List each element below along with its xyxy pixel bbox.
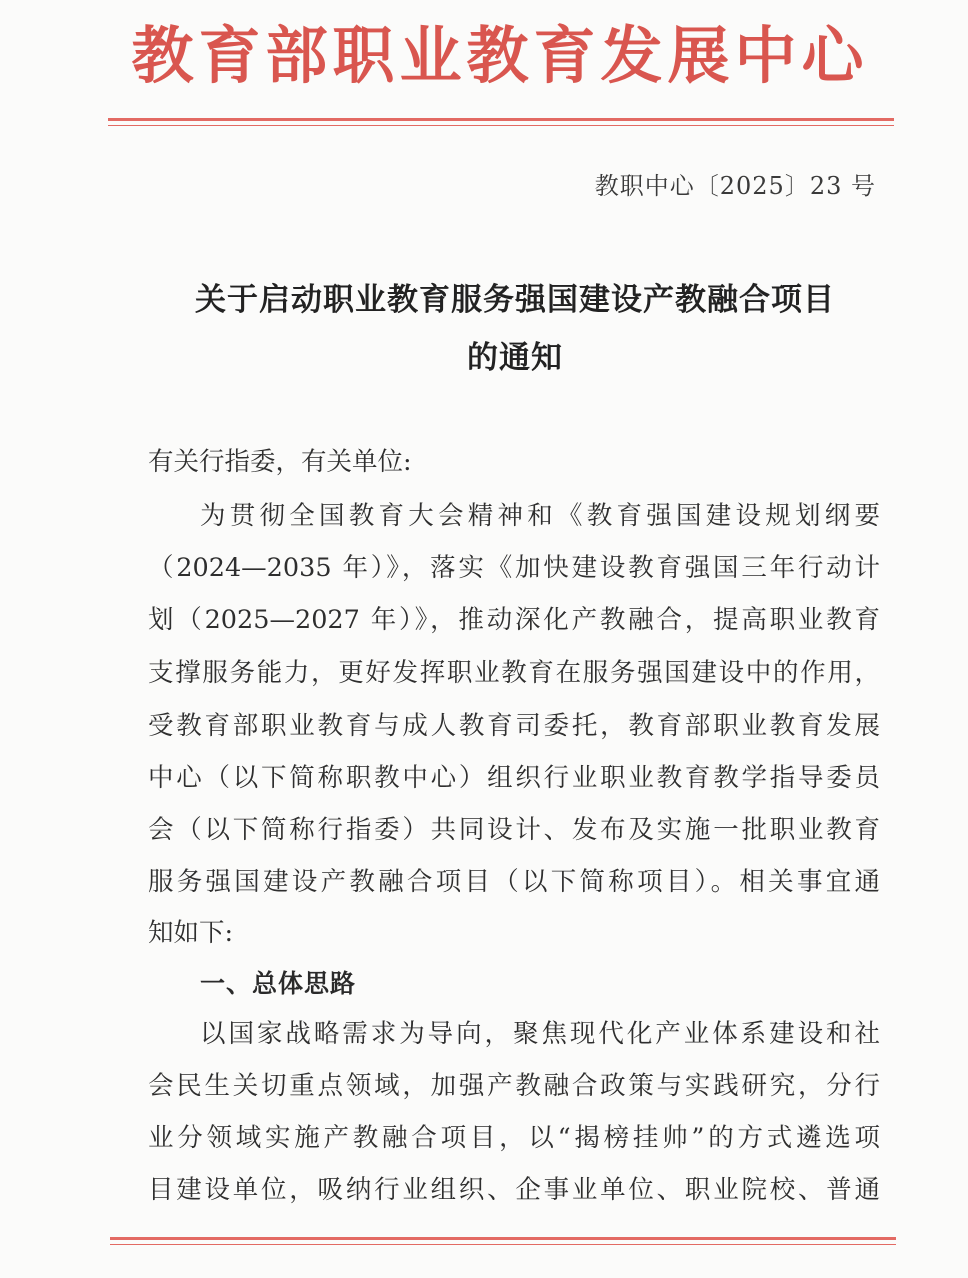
paragraph-line: 会（以下简称行指委）共同设计、发布及实施一批职业教育 [148, 815, 880, 845]
paragraph-line: 服务强国建设产教融合项目（以下简称项目）。相关事宜通 [148, 867, 880, 897]
footer-rule-thin [110, 1244, 896, 1245]
paragraph-line: 以国家战略需求为导向，聚焦现代化产业体系建设和社 [200, 1019, 880, 1049]
paragraph-line: （2024—2035 年）》，落实《加快建设教育强国三年行动计 [148, 553, 880, 583]
footer-rule-thick [110, 1237, 896, 1240]
paragraph-line: 支撑服务能力，更好发挥职业教育在服务强国建设中的作用， [148, 658, 880, 688]
paragraph-line: 受教育部职业教育与成人教育司委托，教育部职业教育发展 [148, 711, 880, 741]
paragraph-line: 知如下: [148, 918, 234, 948]
paragraph-line: 业分领域实施产教融合项目，以“揭榜挂帅”的方式遴选项 [148, 1123, 880, 1153]
salutation: 有关行指委，有关单位: [148, 447, 412, 477]
letterhead-org-name: 教育部职业教育发展中心 [131, 19, 869, 92]
paragraph-line: 目建设单位，吸纳行业组织、企事业单位、职业院校、普通 [148, 1175, 880, 1205]
paragraph-line: 中心（以下简称职教中心）组织行业职业教育教学指导委员 [148, 763, 880, 793]
paragraph-line: 为贯彻全国教育大会精神和《教育强国建设规划纲要 [200, 501, 880, 531]
section-heading: 一、总体思路 [200, 969, 357, 998]
paragraph-line: 划（2025—2027 年）》，推动深化产教融合，提高职业教育 [148, 605, 880, 635]
document-title-line-2: 的通知 [467, 340, 563, 376]
letterhead-rule-thin [108, 125, 894, 126]
letterhead-rule-thick [108, 118, 894, 121]
paragraph-line: 会民生关切重点领域，加强产教融合政策与实践研究，分行 [148, 1071, 880, 1101]
document-number: 教职中心〔2025〕23 号 [594, 172, 876, 200]
document-title-line-1: 关于启动职业教育服务强国建设产教融合项目 [195, 282, 835, 318]
